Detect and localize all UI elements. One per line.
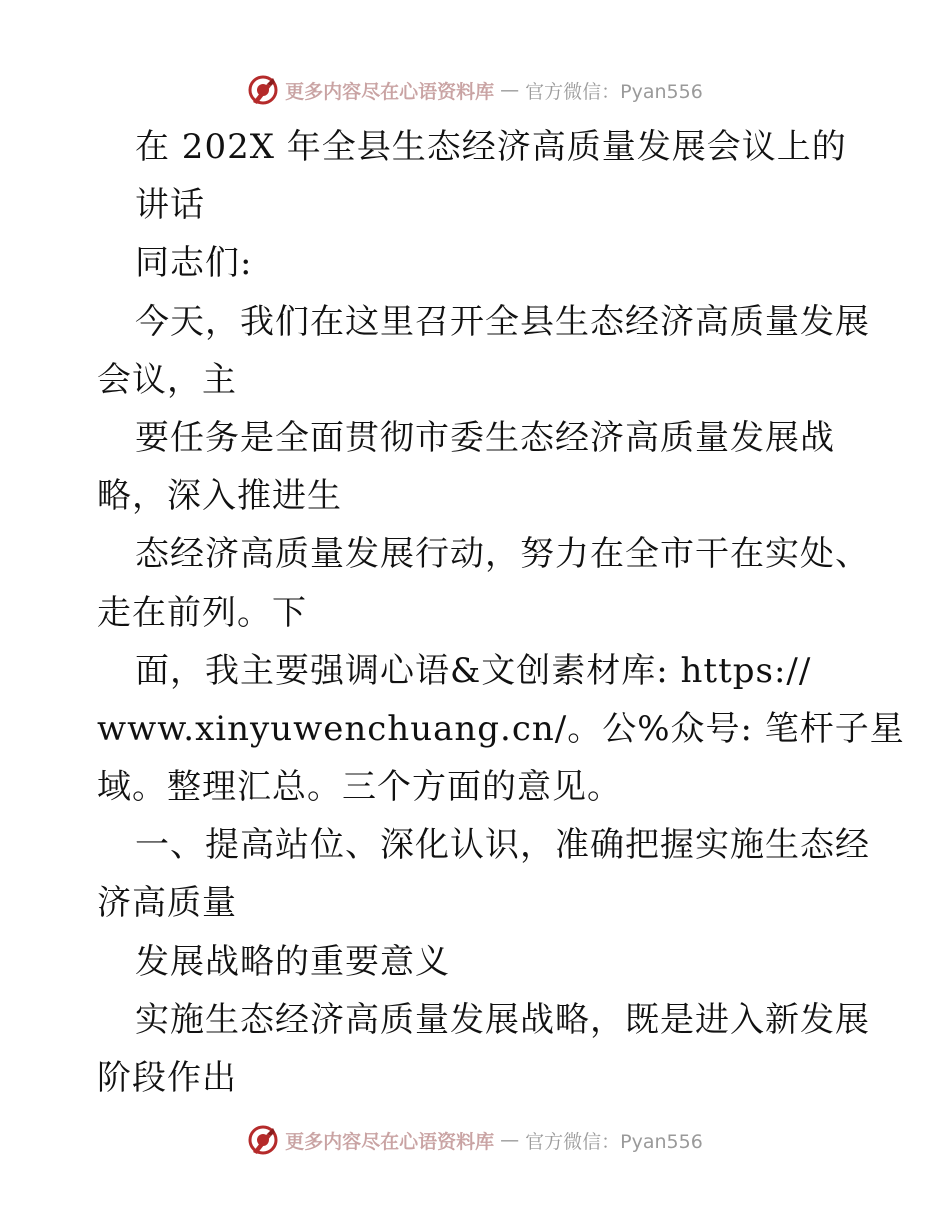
section-heading-line: 一、提高站位、深化认识，准确把握实施生态经 [135, 825, 870, 866]
pen-logo-icon [247, 1124, 279, 1156]
watermark-separator: — [500, 1129, 520, 1151]
watermark-separator: — [500, 79, 520, 101]
title-line-2: 讲话 [135, 185, 205, 226]
section-heading-line: 济高质量 [97, 883, 237, 924]
paragraph-line: 要任务是全面贯彻市委生态经济高质量发展战 [135, 417, 835, 458]
paragraph-line: 今天，我们在这里召开全县生态经济高质量发展 [135, 301, 870, 342]
paragraph-line: www.xinyuwenchuang.cn/。公%众号: 笔杆子星 [97, 708, 905, 749]
paragraph-line: 实施生态经济高质量发展战略，既是进入新发展 [135, 999, 870, 1040]
paragraph-line: 走在前列。下 [97, 592, 307, 633]
section-heading-line: 发展战略的重要意义 [135, 941, 450, 982]
paragraph-line: 域。整理汇总。三个方面的意见。 [97, 767, 622, 808]
paragraph-line: 会议，主 [97, 359, 237, 400]
paragraph-line: 态经济高质量发展行动，努力在全市干在实处、 [135, 534, 870, 575]
watermark-main-text: 更多内容尽在心语资料库 [285, 1130, 495, 1153]
footer-watermark [0, 1120, 950, 1160]
document-body [97, 118, 905, 1107]
paragraph-line: 略，深入推进生 [97, 476, 342, 517]
salutation: 同志们: [135, 243, 253, 284]
pen-logo-icon [247, 74, 279, 106]
watermark-wechat-text: 官方微信：Pyan556 [525, 80, 703, 103]
watermark-main-text: 更多内容尽在心语资料库 [285, 80, 495, 103]
paragraph-line: 阶段作出 [97, 1058, 237, 1098]
paragraph-line: 面，我主要强调心语&文创素材库: https:// [135, 650, 812, 691]
watermark-wechat-text: 官方微信：Pyan556 [525, 1130, 703, 1153]
header-watermark [0, 70, 950, 110]
title-line-1: 在 202X 年全县生态经济高质量发展会议上的 [135, 127, 847, 167]
